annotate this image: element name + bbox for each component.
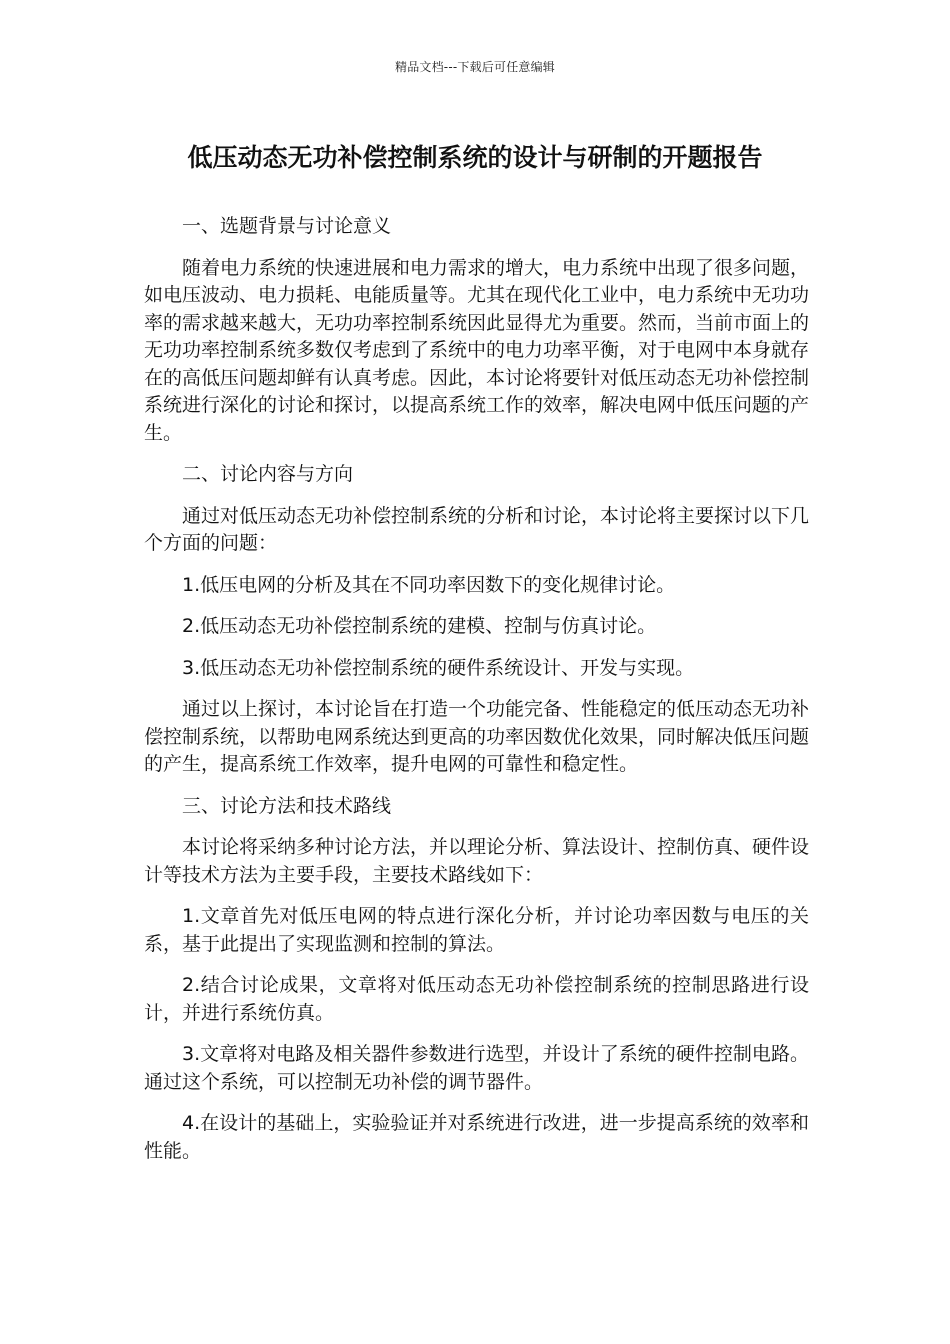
document-title: 低压动态无功补偿控制系统的设计与研制的开题报告 [187,143,763,172]
paragraph: 本讨论将采纳多种讨论方法，并以理论分析、算法设计、控制仿真、硬件设计等技术方法为主要手段，主要技术路线如下： [144,836,810,886]
paragraph: 随着电力系统的快速进展和电力需求的增大，电力系统中出现了很多问题，如电压波动、电力损耗、电能质量等。尤其在现代化工业中，电力系统中无功功率的需求越来越大，无功功率控制系统因此显得尤为重要。然而，当前市面上的无功功率控制系统多数仅考虑到了系统中的电力功率平衡，对于电网中本身就存在的高低压问题却鲜有认真考虑。因此，本讨论将要针对低压动态无功补偿控制系统进行深化的讨论和探讨，以提高系统工作的效率，解决电网中低压问题的产生。 [144,256,810,444]
section-heading-3: 三、讨论方法和技术路线 [182,794,392,817]
list-item: 1.低压电网的分析及其在不同功率因数下的变化规律讨论。 [182,573,676,596]
list-item: 3.低压动态无功补偿控制系统的硬件系统设计、开发与实现。 [182,656,695,679]
section-heading-1: 一、选题背景与讨论意义 [182,215,392,237]
list-item: 4.在设计的基础上，实验验证并对系统进行改进，进一步提高系统的效率和性能。 [144,1112,809,1162]
header-note: 精品文档---下载后可任意编辑 [395,60,555,74]
paragraph: 通过对低压动态无功补偿控制系统的分析和讨论，本讨论将主要探讨以下几个方面的问题： [144,504,810,554]
list-item: 2.结合讨论成果，文章将对低压动态无功补偿控制系统的控制思路进行设计，并进行系统仿真。 [144,974,809,1024]
list-item: 3.文章将对电路及相关器件参数进行选型，并设计了系统的硬件控制电路。通过这个系统，可以控制无功补偿的调节器件。 [144,1043,809,1093]
document-body [144,213,809,1179]
paragraph: 通过以上探讨，本讨论旨在打造一个功能完备、性能稳定的低压动态无功补偿控制系统，以帮助电网系统达到更高的功率因数优化效果，同时解决低压问题的产生，提高系统工作效率，提升电网的可靠性和稳定性。 [144,698,810,775]
list-item: 2.低压动态无功补偿控制系统的建模、控制与仿真讨论。 [182,615,657,637]
section-heading-2: 二、讨论内容与方向 [182,463,354,485]
list-item: 1.文章首先对低压电网的特点进行深化分析，并讨论功率因数与电压的关系，基于此提出了实现监测和控制的算法。 [144,905,809,955]
